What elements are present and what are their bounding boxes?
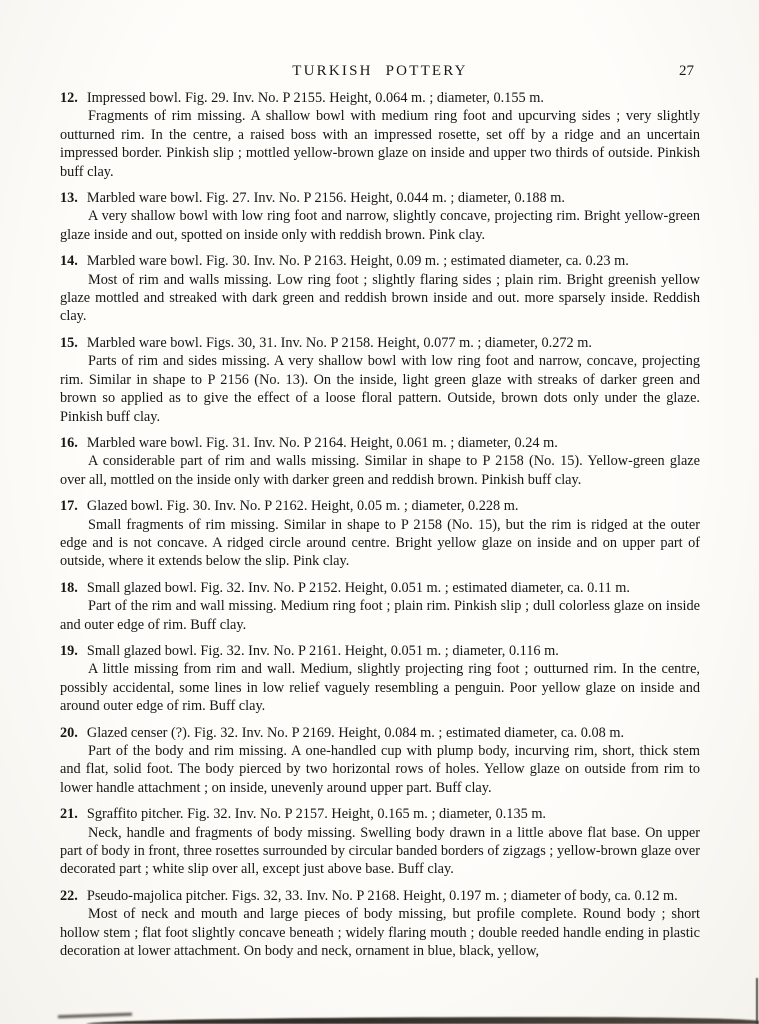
scan-edge-right (756, 978, 758, 1024)
entry-heading (60, 579, 700, 597)
catalog-entry (60, 724, 700, 798)
entry-heading-text: Marbled ware bowl. Figs. 30, 31. Inv. No. P 2158. Height, 0.077 m. ; diameter, 0.272 m. (86, 334, 592, 351)
entry-heading (60, 189, 700, 207)
entry-number: 18. (60, 579, 78, 596)
entry-body-text: A considerable part of rim and walls missing. Similar in shape to P 2158 (No. 15). Yellow-green glaze over all, mottled on the inside only with darker green and reddish brown. Pinkish buff clay. (60, 453, 700, 488)
entry-heading-text: Impressed bowl. Fig. 29. Inv. No. P 2155. Height, 0.064 m. ; diameter, 0.155 m. (86, 90, 544, 106)
entry-body-text: Neck, handle and fragments of body missing. Swelling body drawn in a little above flat base. On upper part of body in front, three rosettes surrounded by circular banded borders of zigzags ; yellow-brown glaze over decorated part ; white slip over all, except just above base. Buff clay. (60, 824, 700, 878)
entry-heading (60, 497, 700, 515)
entry-heading-text: Marbled ware bowl. Fig. 30. Inv. No. P 2163. Height, 0.09 m. ; estimated diameter, ca. 0.23 m. (86, 253, 629, 270)
entry-heading (60, 252, 700, 270)
catalog-entry (60, 497, 700, 571)
page-title: TURKISH POTTERY (292, 63, 468, 79)
entry-heading-text: Marbled ware bowl. Fig. 27. Inv. No. P 2156. Height, 0.044 m. ; diameter, 0.188 m. (86, 190, 565, 207)
entry-number: 20. (60, 724, 78, 741)
entry-heading (60, 887, 700, 905)
entry-number: 15. (60, 334, 78, 351)
entry-number: 22. (60, 887, 78, 904)
page-header (60, 62, 700, 81)
entry-number: 16. (60, 434, 78, 451)
catalog-entry (60, 334, 700, 426)
catalog-entry (60, 887, 700, 961)
catalog-entry (60, 642, 700, 716)
entry-heading-text: Glazed bowl. Fig. 30. Inv. No. P 2162. Height, 0.05 m. ; diameter, 0.228 m. (86, 498, 519, 515)
catalog-entry (60, 189, 700, 244)
catalog-entry (60, 89, 700, 181)
entry-heading-text: Small glazed bowl. Fig. 32. Inv. No. P 2161. Height, 0.051 m. ; diameter, 0.116 m. (86, 642, 559, 659)
entry-number: 12. (60, 90, 78, 106)
entry-heading-text: Marbled ware bowl. Fig. 31. Inv. No. P 2164. Height, 0.061 m. ; diameter, 0.24 m. (86, 434, 558, 451)
entry-body-text: A little missing from rim and wall. Medium, slightly projecting ring foot ; outturned rim. In the centre, possibly accidental, some lines in low relief vaguely resembling a penguin. Poor yellow glaze on inside and around outer edge of rim. Buff clay. (60, 661, 700, 715)
entry-heading-text: Glazed censer (?). Fig. 32. Inv. No. P 2169. Height, 0.084 m. ; estimated diameter, ca. 0.08 m. (86, 724, 625, 741)
entry-body-text: Small fragments of rim missing. Similar in shape to P 2158 (No. 15), but the rim is ridged at the outer edge and is not concave. A ridged circle around centre. Bright yellow glaze on inside and on upper part of outside, where it extends below the slip. Pink clay. (60, 516, 700, 570)
catalog-entry (60, 805, 700, 879)
entry-body-text: Parts of rim and sides missing. A very shallow bowl with low ring foot and narrow, concave, projecting rim. Similar in shape to P 2156 (No. 13). On the inside, light green glaze with streaks of darker green and brown so applied as to give the effect of a loose floral pattern. Outside, brown dots only under the glaze. Pinkish buff clay. (60, 353, 700, 425)
entry-heading-text: Pseudo-majolica pitcher. Figs. 32, 33. Inv. No. P 2168. Height, 0.197 m. ; diameter of body, ca. 0.12 m. (86, 887, 678, 904)
entry-heading-text: Sgraffito pitcher. Fig. 32. Inv. No. P 2157. Height, 0.165 m. ; diameter, 0.135 m. (86, 806, 547, 823)
scan-edge-bottom (86, 1017, 759, 1024)
entry-heading (60, 805, 700, 823)
catalog-entry (60, 434, 700, 489)
catalog-entry (60, 252, 700, 326)
entry-number: 13. (60, 190, 78, 207)
entry-number: 19. (60, 642, 78, 659)
scan-edge-corner (58, 1013, 132, 1019)
page-number: 27 (679, 63, 694, 79)
entry-body-text: Part of the rim and wall missing. Medium ring foot ; plain rim. Pinkish slip ; dull colorless glaze on inside and outer edge of rim. Buff clay. (60, 598, 700, 633)
entry-number: 14. (60, 253, 78, 270)
entry-number: 17. (60, 498, 78, 515)
entry-heading (60, 89, 700, 107)
entry-number: 21. (60, 806, 78, 823)
catalog-entry (60, 579, 700, 634)
entry-body-text: Most of neck and mouth and large pieces of body missing, but profile complete. Round body ; short hollow stem ; flat foot slightly concave beneath ; widely flaring mouth ; double reeded handle ending in plastic decoration at lower attachment. On body and neck, ornament in blue, black, yellow, (60, 906, 700, 960)
entry-list (60, 89, 700, 960)
entry-body-text: Part of the body and rim missing. A one-handled cup with plump body, incurving rim, short, thick stem and flat, solid foot. The body pierced by two horizontal rows of holes. Yellow glaze on outside from rim to lower handle attachment ; on inside, unevenly around upper part. Buff clay. (60, 743, 700, 796)
entry-heading (60, 334, 700, 352)
entry-heading (60, 434, 700, 452)
entry-body-text: Most of rim and walls missing. Low ring foot ; slightly flaring sides ; plain rim. Bright greenish yellow glaze mottled and streaked with dark green and reddish brown inside and out. more sparsely inside. Reddish clay. (60, 271, 700, 325)
entry-body-text: Fragments of rim missing. A shallow bowl with medium ring foot and upcurving sides ; very slightly outturned rim. In the centre, a raised boss with an impressed rosette, set off by a ridge and an uncertain impressed border. Pinkish slip ; mottled yellow-brown glaze on inside and upper two thirds of outside. Pinkish buff clay. (60, 108, 700, 180)
entry-heading (60, 724, 700, 742)
entry-heading (60, 642, 700, 660)
entry-body-text: A very shallow bowl with low ring foot and narrow, slightly concave, projecting rim. Bright yellow-green glaze inside and out, spotted on inside only with reddish brown. Pink clay. (60, 208, 700, 243)
entry-heading-text: Small glazed bowl. Fig. 32. Inv. No. P 2152. Height, 0.051 m. ; estimated diameter, ca. 0.11 m. (86, 579, 630, 596)
